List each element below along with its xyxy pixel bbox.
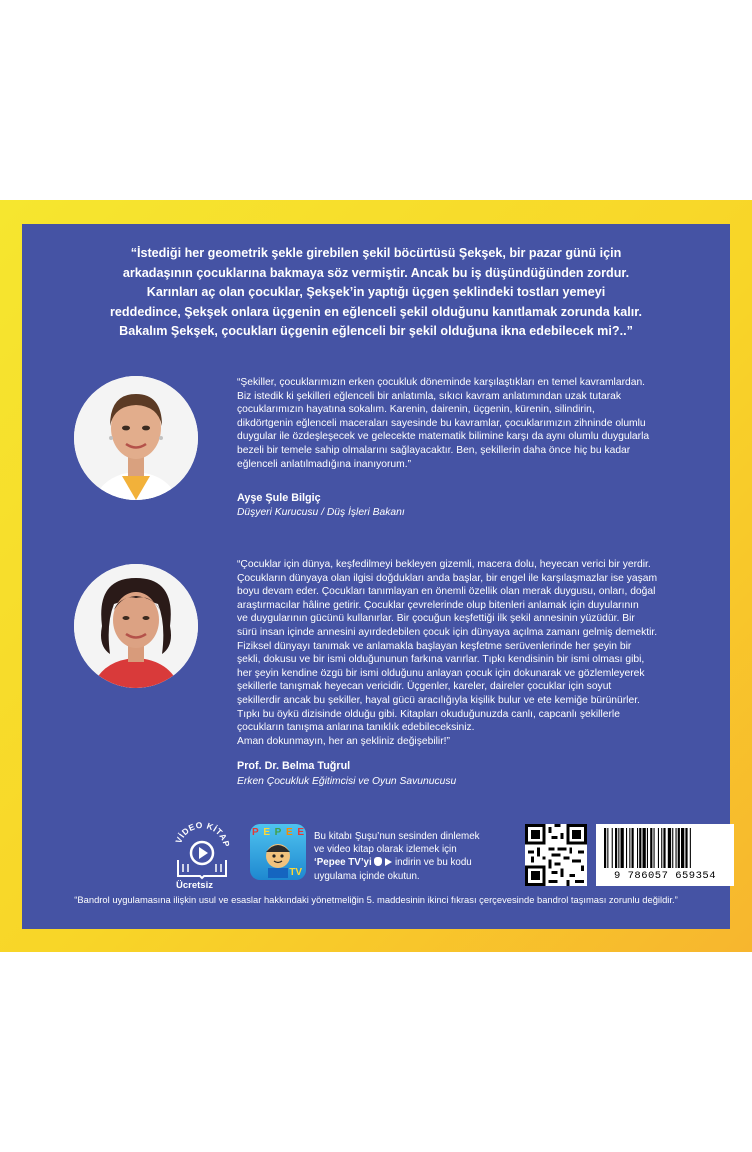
barcode-bar	[604, 828, 606, 868]
testimonial-2-line: boyu devam eder. Çocukları tanımlayan en önemli özellik olan merak duygusu, onları, doğal	[237, 586, 656, 598]
quote-line: Bakalım Şekşek, çocukları üçgenin eğlenceli bir şekil olduğuna ikna edebilecek mi?..”	[119, 324, 633, 338]
testimonial-2-line: Aman dokunmayın, her an şekliniz değişebilir!”	[237, 735, 450, 747]
barcode-bar	[676, 828, 677, 868]
testimonial-2-text	[237, 558, 707, 748]
video-kitap-badge	[170, 816, 234, 896]
barcode-bar	[690, 828, 691, 868]
testimonial-2-line: araştırmacılar hâline getirir. Çocuklar çevrelerinde olup bitenleri anlamak için duyularının	[237, 599, 639, 611]
apple-icon	[374, 857, 382, 866]
isbn-barcode	[596, 824, 734, 886]
app-instructions-line	[314, 856, 480, 869]
barcode-bar	[639, 828, 641, 868]
barcode-bar	[672, 828, 673, 868]
testimonial-1-line: Biz istedik ki şekilleri eğlenceli bir anlatımla, sıkıcı kavram anlatımından uzak tutarak	[237, 390, 622, 402]
testimonial-2-line: Çocukların dünyaya olan ilgisi doğdukları anda başlar, bir engel ile karşılaşmazlar ise yaşam	[237, 572, 658, 584]
testimonial-1-author: Ayşe Şule Bilgiç	[237, 492, 321, 504]
pepee-logo-letter: E	[297, 827, 304, 838]
barcode-bar	[629, 828, 630, 868]
testimonial-2-author: Prof. Dr. Belma Tuğrul	[237, 760, 351, 772]
video-kitap-label: Ücretsiz	[176, 880, 213, 891]
testimonial-1-line: dikdörtgenin eğlenceli maceraları sayesinde bu kavramlar, çocuklarımızın zihninde olumlu	[237, 417, 646, 429]
portrait-ayse-sule-bilgic	[74, 376, 198, 500]
blue-content-panel	[22, 224, 730, 929]
testimonial-2-line: Fiziksel dünyayı tanımak ve anlamakla başlayan keşfetme serüvenlerinde her şeyin bir	[237, 640, 632, 652]
play-store-icon	[385, 858, 392, 866]
testimonial-1-line: çocuklarımızın hayatına sokalım. Karenin, dairenin, üçgenin, kürenin, silindirin,	[237, 404, 595, 416]
barcode-bar	[647, 828, 648, 868]
testimonial-1-text	[237, 376, 707, 471]
isbn-number: 9 786057 659354	[613, 870, 716, 882]
barcode-bar	[643, 828, 646, 868]
barcode-bar	[632, 828, 634, 868]
quote-line: reddedince, Şekşek onlara üçgenin en eğlenceli şekil olduğunu kanıtlamak zorunda kalır.	[110, 304, 642, 319]
barcode-bar	[663, 828, 665, 868]
barcode-bar	[654, 828, 655, 868]
barcode-bar	[681, 828, 684, 868]
barcode-bar	[678, 828, 680, 868]
pepee-tv-app-icon	[250, 824, 306, 880]
barcode-bar	[650, 828, 652, 868]
app-instructions-line: uygulama içinde okutun.	[314, 870, 420, 882]
testimonial-2-line: şekli, dokusu ve bir ismi olduğununun farkına varırlar. Tıpkı kendisinin bir ismi olması gibi,	[237, 654, 645, 666]
app-instructions-download: indirin ve bu kodu	[394, 857, 472, 869]
quote-line: arkadaşının çocuklarına bakmaya söz vermiştir. Ancak bu iş düşündüğünden zordur.	[122, 265, 630, 280]
testimonial-1-line: duygular ile özdeşleşecek ve gelecekte matematik bilimine karşı da aynı olumlu duygularla	[237, 431, 650, 443]
app-instructions	[314, 830, 480, 883]
bandrol-note: “Bandrol uygulamasına ilişkin usul ve esaslar hakkındaki yönetmeliğin 5. maddesinin ikinci fıkrası çerçevesinde bandrol taşıması zorunlu değildir.”	[74, 894, 678, 905]
quote-line: Karınları aç olan çocuklar, Şekşek’in yaptığı üçgen şeklindeki tostları yemeyi	[146, 285, 606, 299]
barcode-bar	[658, 828, 659, 868]
quote-line: “İstediği her geometrik şekle girebilen şekil böcürtüsü Şekşek, bir pazar günü için	[130, 246, 622, 260]
synopsis-quote	[22, 244, 730, 342]
video-kitap-arc-text: VİDEO KİTAP	[173, 819, 232, 849]
testimonial-2-line: ve duygularının gücünü kullanırlar. Bir çocuğun keşfettiği ilk şekil annesinin yüzüdür. Bir	[237, 613, 635, 625]
testimonial-2-line: Tıpkı bu öykü dizisinde olduğu gibi. Kitapları okuduğunuzda canlı, capcanlı şekillerle	[237, 708, 620, 720]
pepee-logo-letter: P	[274, 827, 282, 838]
barcode-bar	[621, 828, 624, 868]
book-back-cover	[0, 200, 752, 952]
barcode-bar	[685, 828, 687, 868]
svg-text:VİDEO KİTAP	[173, 820, 232, 848]
barcode-bar	[615, 828, 617, 868]
testimonial-1-line: “Şekiller, çocuklarımızın erken çocukluk döneminde karşılaştıkları en temel kavramlardan.	[237, 377, 646, 388]
testimonial-1-line: eğlenceli anlatılmadığına inanıyorum.”	[237, 458, 412, 470]
video-kitap-icon	[170, 816, 234, 880]
barcode-bars	[596, 824, 734, 870]
testimonial-1-role: Düşyeri Kurucusu / Düş İşleri Bakanı	[237, 507, 405, 518]
portrait-belma-tugrul	[74, 564, 198, 688]
barcode-bar	[626, 828, 627, 868]
testimonial-2-line: çocukların tanışma anlarına tanıklık edebileceksiniz.	[237, 722, 475, 734]
testimonial-2-line: her şeyin kendine özgü bir ismi olduğunu anlayan çocuk için dokunarak ve gözlemleyerek	[237, 667, 645, 679]
testimonial-2-line: “Çocuklar için dünya, keşfedilmeyi bekleyen gizemli, macera dolu, heyecan verici bir yerdir.	[237, 559, 651, 570]
testimonial-2-line: şekillerdir ancak bu şekiller, hayal gücü aracılığıyla kişilik bulur ve ete kemiğe bürünürler.	[237, 694, 640, 706]
barcode-bar	[661, 828, 662, 868]
barcode-bar	[637, 828, 638, 868]
app-instructions-line: ve video kitap olarak izlemek için	[314, 844, 457, 856]
barcode-bar	[607, 828, 608, 868]
pepee-logo-letter: E	[263, 827, 270, 838]
app-instructions-line: Bu kitabı Şuşu’nun sesinden dinlemek	[314, 831, 480, 842]
testimonial-2-role: Erken Çocukluk Eğitimcisi ve Oyun Savunucusu	[237, 776, 457, 787]
qr-code	[525, 824, 587, 886]
pepee-tv-name: ‘Pepee TV’yi	[314, 857, 372, 869]
testimonial-1-line: bezeli bir temele sahip olmalarını sağlayacaktır. Ben, şekillerin daha önce hiç bu kadar	[237, 444, 631, 456]
barcode-bar	[668, 828, 671, 868]
barcode-bar	[612, 828, 613, 868]
pepee-tv-label: TV	[289, 867, 302, 878]
testimonial-2-line: sürü insan içinde annesini ayırdedebilen çocuk için dünyaya açılma zamanı gelmiş demektir.	[237, 626, 658, 638]
pepee-logo-letter: P	[252, 827, 259, 838]
testimonial-2-line: şekillerle tanışmak heyecan vericidir. Üçgenler, kareler, daireler çocuklar için soyut	[237, 681, 612, 693]
pepee-logo-letter: E	[285, 827, 293, 838]
barcode-bar	[618, 828, 619, 868]
